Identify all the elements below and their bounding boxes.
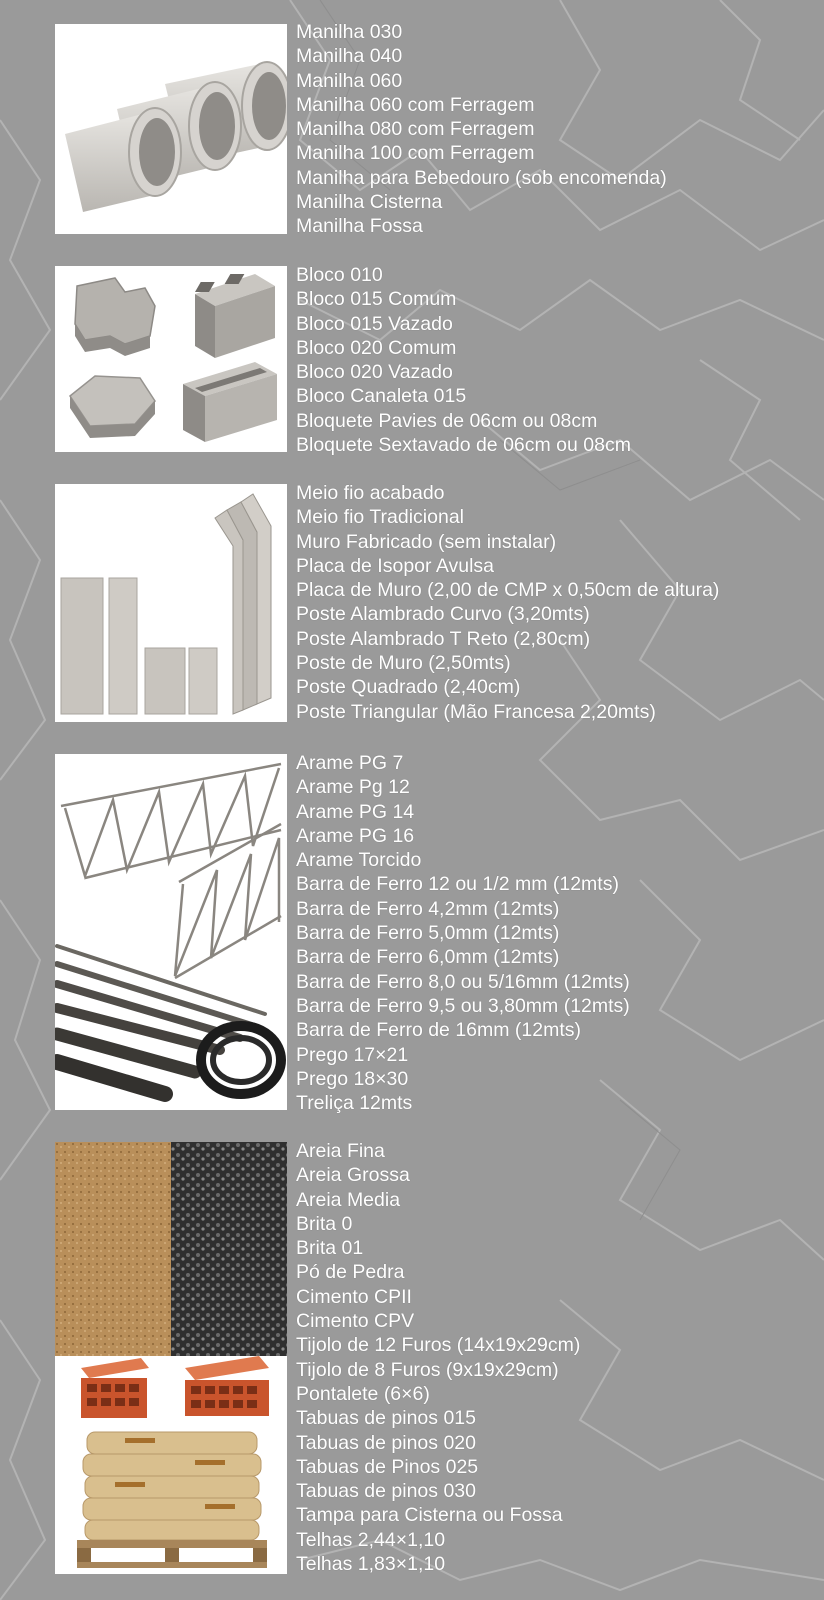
sand-gravel-bricks-cement-image <box>55 1142 287 1574</box>
list-item: Manilha para Bebedouro (sob encomenda) <box>296 166 667 189</box>
list-item: Cimento CPV <box>296 1310 415 1333</box>
list-item: Meio fio Tradicional <box>296 506 464 529</box>
list-item: Brita 0 <box>296 1212 353 1235</box>
steel-truss-rebar-wire-image <box>55 754 287 1110</box>
list-item: Areia Fina <box>296 1140 385 1162</box>
list-item: Manilha 060 com Ferragem <box>296 93 535 116</box>
list-item: Telhas 1,83×1,10 <box>296 1553 446 1576</box>
list-item: Tabuas de pinos 030 <box>296 1480 476 1503</box>
list-item: Arame Pg 12 <box>296 776 410 799</box>
blocks-product-list <box>296 263 631 457</box>
concrete-pipes-image <box>55 24 287 234</box>
list-item: Poste Quadrado (2,40cm) <box>296 676 521 699</box>
concrete-posts-image <box>55 484 287 722</box>
list-item: Poste Alambrado Curvo (3,20mts) <box>296 603 590 626</box>
list-item: Barra de Ferro 8,0 ou 5/16mm (12mts) <box>296 970 630 993</box>
list-item: Barra de Ferro 6,0mm (12mts) <box>296 946 560 969</box>
list-item: Treliça 12mts <box>296 1092 413 1115</box>
list-item: Tabuas de Pinos 025 <box>296 1455 479 1478</box>
list-item: Prego 18×30 <box>296 1067 409 1090</box>
posts-product-list <box>296 481 719 724</box>
list-item: Barra de Ferro 4,2mm (12mts) <box>296 897 560 920</box>
list-item: Bloco Canaleta 015 <box>296 385 467 408</box>
list-item: Pontalete (6×6) <box>296 1382 430 1405</box>
list-item: Placa de Isopor Avulsa <box>296 554 495 577</box>
list-item: Barra de Ferro 5,0mm (12mts) <box>296 922 560 945</box>
list-item: Tabuas de pinos 015 <box>296 1407 476 1430</box>
list-item: Cimento CPII <box>296 1285 412 1308</box>
list-item: Manilha 030 <box>296 21 403 43</box>
list-item: Poste Alambrado T Reto (2,80cm) <box>296 627 591 650</box>
list-item: Barra de Ferro de 16mm (12mts) <box>296 1019 582 1042</box>
list-item: Bloquete Sextavado de 06cm ou 08cm <box>296 434 631 457</box>
list-item: Bloquete Pavies de 06cm ou 08cm <box>296 409 598 432</box>
list-item: Manilha 080 com Ferragem <box>296 118 535 141</box>
list-item: Areia Media <box>296 1188 401 1211</box>
list-item: Manilha 100 com Ferragem <box>296 142 535 165</box>
list-item: Manilha 040 <box>296 45 403 68</box>
steel-product-list <box>296 751 630 1115</box>
list-item: Poste de Muro (2,50mts) <box>296 652 511 675</box>
list-item: Arame Torcido <box>296 849 422 872</box>
list-item: Bloco 015 Comum <box>296 288 457 311</box>
list-item: Barra de Ferro 12 ou 1/2 mm (12mts) <box>296 873 619 896</box>
concrete-blocks-image <box>55 266 287 452</box>
list-item: Manilha Fossa <box>296 215 423 238</box>
list-item: Meio fio acabado <box>296 482 445 504</box>
list-item: Brita 01 <box>296 1237 364 1260</box>
list-item: Poste Triangular (Mão Francesa 2,20mts) <box>296 700 656 723</box>
aggregates-product-list <box>296 1139 580 1576</box>
list-item: Arame PG 14 <box>296 800 415 823</box>
list-item: Bloco 010 <box>296 264 383 286</box>
list-item: Telhas 2,44×1,10 <box>296 1528 446 1551</box>
list-item: Barra de Ferro 9,5 ou 3,80mm (12mts) <box>296 994 630 1017</box>
list-item: Bloco 015 Vazado <box>296 312 453 335</box>
list-item: Manilha Cisterna <box>296 191 443 214</box>
list-item: Arame PG 16 <box>296 824 415 847</box>
list-item: Bloco 020 Vazado <box>296 361 453 384</box>
list-item: Manilha 060 <box>296 69 403 92</box>
list-item: Pó de Pedra <box>296 1261 405 1284</box>
pipes-product-list <box>296 20 667 239</box>
list-item: Bloco 020 Comum <box>296 336 457 359</box>
list-item: Muro Fabricado (sem instalar) <box>296 530 557 553</box>
list-item: Tijolo de 12 Furos (14x19x29cm) <box>296 1334 581 1357</box>
list-item: Tampa para Cisterna ou Fossa <box>296 1504 563 1527</box>
list-item: Tijolo de 8 Furos (9x19x29cm) <box>296 1358 559 1381</box>
list-item: Placa de Muro (2,00 de CMP x 0,50cm de altura) <box>296 579 720 602</box>
list-item: Prego 17×21 <box>296 1043 409 1066</box>
list-item: Arame PG 7 <box>296 752 404 774</box>
list-item: Areia Grossa <box>296 1164 410 1187</box>
list-item: Tabuas de pinos 020 <box>296 1431 476 1454</box>
